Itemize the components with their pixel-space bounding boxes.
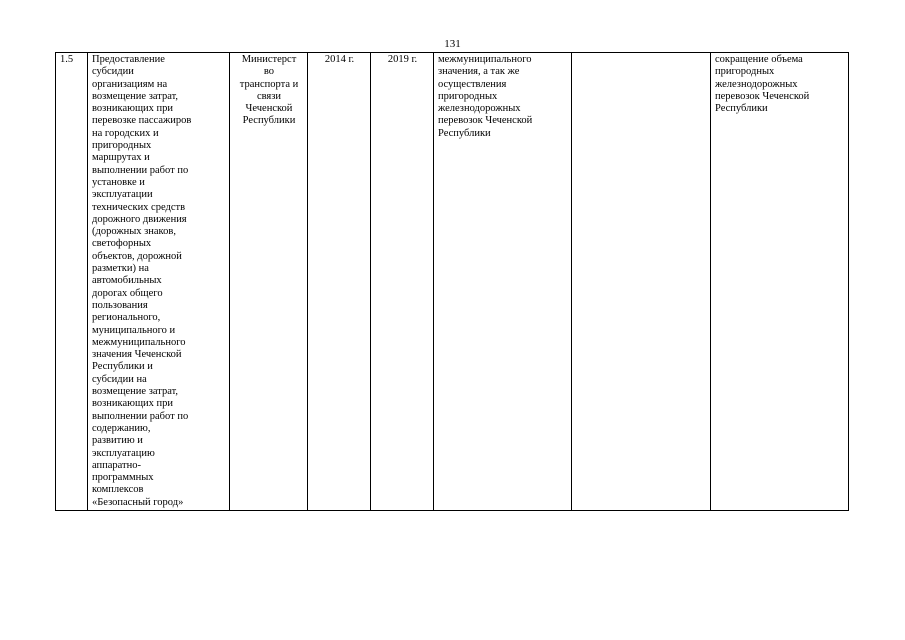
empty-cell	[572, 53, 711, 511]
executor-cell	[230, 53, 308, 511]
table-row	[56, 53, 849, 511]
page-number: 131	[444, 38, 461, 50]
measure-name-cell	[88, 53, 230, 511]
executor: Министерст во транспорта и связи Чеченской Республики	[239, 54, 299, 127]
program-measures-table	[55, 52, 849, 511]
end-year-cell	[371, 53, 434, 511]
measure-name: Предоставление субсидии организациям на возмещение затрат, возникающих при перевозке пассажиров на городских и пригородных маршрутах и выполнении работ по установке и эксплуатации технических средств дорожного движения (дорожных знаков, светофорных объектов, дорожной разметки) на автомобильных дорогах общего пользования регионального, муниципального и межмуниципального значения Чеченской Республики и субсидии на возмещение затрат, возникающих при выполнении работ по содержанию, развитию и эксплуатацию аппаратно- программных комплексов «Безопасный город»	[92, 54, 192, 508]
result-cell	[711, 53, 849, 511]
result: сокращение объема пригородных железнодорожных перевозок Чеченской Республики	[715, 54, 810, 115]
row-number-cell	[56, 53, 88, 511]
start-year-cell	[308, 53, 371, 511]
row-number: 1.5	[60, 54, 74, 65]
expected-effect-cell	[434, 53, 572, 511]
start-year: 2014 г.	[324, 54, 355, 65]
expected-effect: межмуниципального значения, а так же осуществления пригородных железнодорожных перевозок Чеченской Республики	[438, 54, 533, 139]
end-year: 2019 г.	[387, 54, 418, 65]
